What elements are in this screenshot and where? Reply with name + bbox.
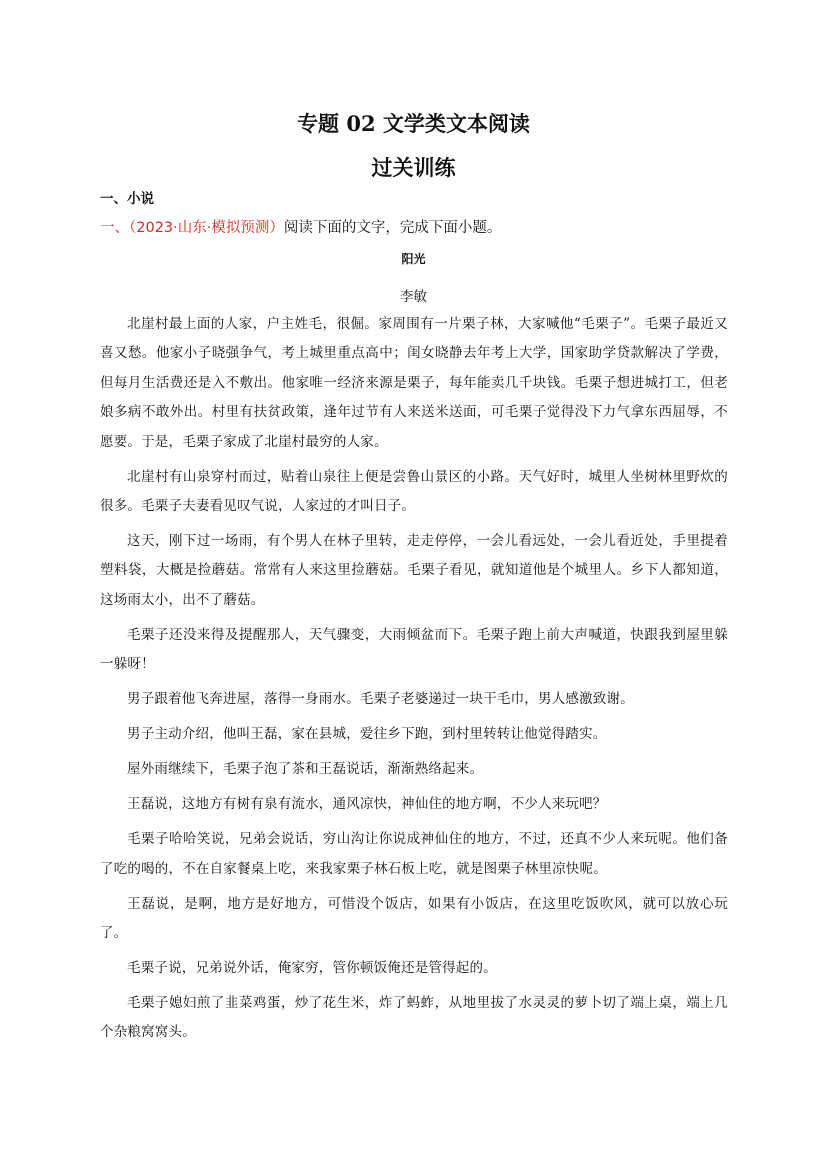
paragraph: 王磊说，这地方有树有泉有流水，通风凉快，神仙住的地方啊，不少人来玩吧？	[127, 796, 607, 813]
story-title: 阳光	[401, 252, 426, 266]
question-source: 一、（2023·山东·模拟预测）	[100, 220, 284, 236]
paragraph: 北崖村有山泉穿村而过，贴着山泉往上便是尝鲁山景区的小路。天气好时，城里人坐树林里野炊的很多。毛栗子夫妻看见叹气说，人家过的才叫日子。	[100, 468, 728, 515]
question-instruction: 阅读下面的文字，完成下面小题。	[283, 220, 502, 236]
paragraph: 屋外雨继续下，毛栗子泡了茶和王磊说话，渐渐熟络起来。	[127, 761, 484, 778]
question-line	[100, 216, 501, 237]
document-title: 专题 02 文学类文本阅读	[297, 111, 530, 136]
paragraph: 男子跟着他飞奔进屋，落得一身雨水。毛栗子老婆递过一块干毛巾，男人感激致谢。	[127, 691, 634, 708]
paragraph: 这天，刚下过一场雨，有个男人在林子里转，走走停停，一会儿看远处，一会儿看近处，手里提着塑料袋，大概是捡蘑菇。常常有人来这里捡蘑菇。毛栗子看见，就知道他是个城里人。乡下人都知道，这场雨太小，出不了蘑菇。	[100, 533, 728, 608]
paragraph: 王磊说，是啊，地方是好地方，可惜没个饭店，如果有小饭店，在这里吃饭吹风，就可以放心玩了。	[100, 895, 728, 942]
paragraph: 男子主动介绍，他叫王磊，家在县城，爱往乡下跑，到村里转转让他觉得踏实。	[127, 726, 607, 743]
paragraph: 毛栗子哈哈笑说，兄弟会说话，穷山沟让你说成神仙住的地方，不过，还真不少人来玩呢。他们备了吃的喝的，不在自家餐桌上吃，来我家栗子林石板上吃，就是图栗子林里凉快呢。	[100, 831, 728, 877]
paragraph: 毛栗子还没来得及提醒那人，天气骤变，大雨倾盆而下。毛栗子跑上前大声喊道，快跟我到屋里躲一躲呀！	[100, 626, 728, 673]
paragraph: 毛栗子媳妇煎了韭菜鸡蛋，炒了花生米，炸了蚂蚱，从地里拔了水灵灵的萝卜切了端上桌，端上几个杂粮窝窝头。	[100, 995, 728, 1041]
story-author: 李敏	[400, 289, 427, 305]
paragraph: 北崖村最上面的人家，户主姓毛，很倔。家周围有一片栗子林，大家喊他“毛栗子”。毛栗子最近又喜又愁。他家小子晓强争气，考上城里重点高中；闺女晓静去年考上大学，国家助学贷款解决了学费，但每月生活费还是入不敷出。他家唯一经济来源是栗子，每年能卖几千块钱。毛栗子想进城打工，但老娘多病不敢外出。村里有扶贫政策，逢年过节有人来送米送面，可毛栗子觉得没下力气拿东西屈辱，不愿要。于是，毛栗子家成了北崖村最穷的人家。	[100, 316, 728, 450]
document-subtitle: 过关训练	[371, 155, 456, 180]
section-heading: 一、小说	[100, 191, 154, 207]
story-body	[100, 310, 728, 1053]
paragraph: 毛栗子说，兄弟说外话，俺家穷，管你顿饭俺还是管得起的。	[127, 960, 497, 977]
